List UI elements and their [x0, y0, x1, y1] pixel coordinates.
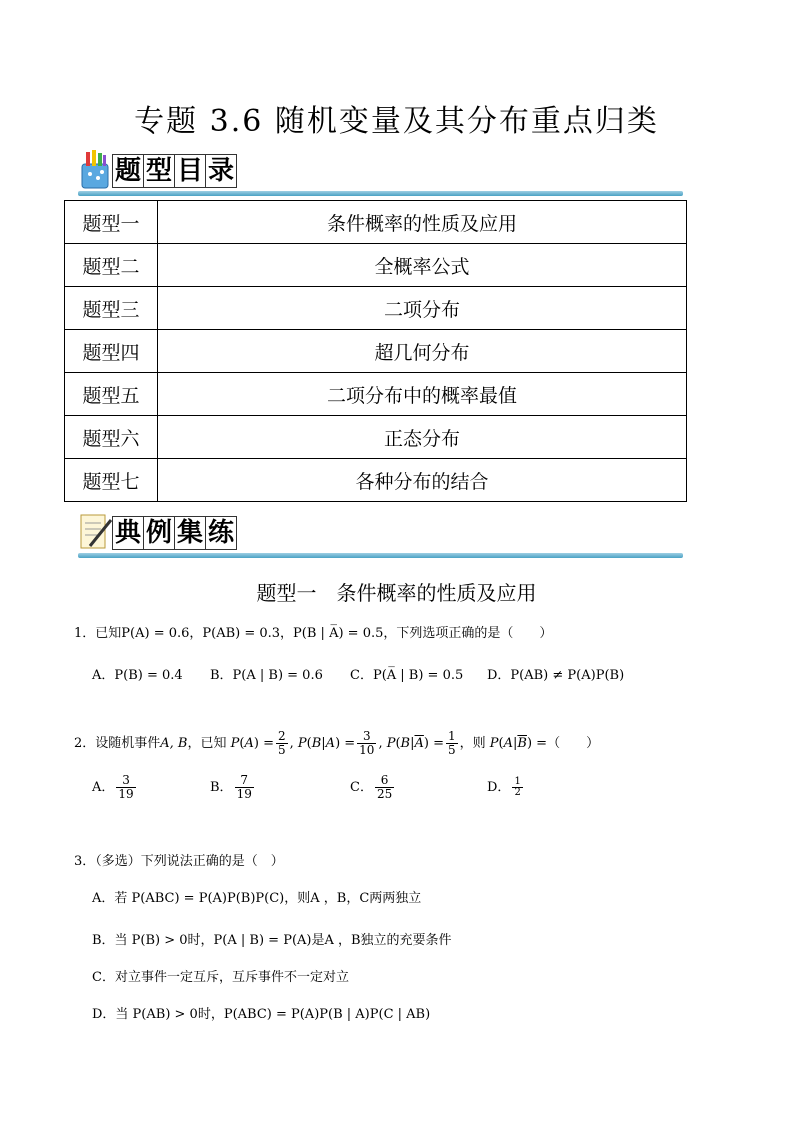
divider — [78, 191, 683, 196]
q3-option-a: A．若 P(ABC) = P(A)P(B)P(C)，则A ，B，C两两独立 — [92, 891, 422, 906]
section-header-examples — [78, 512, 698, 556]
divider — [78, 553, 683, 558]
q3-option-b: B．当 P(B) > 0时，P(A | B) = P(A)是A ，B独立的充要条件 — [92, 933, 452, 948]
table-row: 题型四 超几何分布 — [65, 330, 687, 373]
question-3: 3．（多选）下列说法正确的是（ ） — [74, 854, 284, 869]
section-label-examples: 典 例 集 练 — [112, 516, 236, 550]
type1-heading: 题型一 条件概率的性质及应用 — [256, 581, 537, 605]
notepad-pen-icon — [78, 512, 114, 552]
q2-option-a: A． $\frac{3}{19}$ — [92, 773, 134, 801]
section-header-toc — [78, 150, 698, 194]
table-row: 题型六 正态分布 — [65, 416, 687, 459]
question-1: 1．已知P(A) = 0.6，P(AB) = 0.3，P(B | A̅) = 0.5，下列选项正确的是（ ） — [74, 626, 553, 641]
q1-option-a: A．P(B) = 0.4 — [92, 668, 183, 683]
q3-option-d: D．当 P(AB) > 0时，P(ABC) = P(A)P(B | A)P(C | AB) — [92, 1007, 431, 1022]
table-row: 题型一 条件概率的性质及应用 — [65, 201, 687, 244]
toc-table — [64, 200, 687, 502]
question-2: 2．设随机事件A, B，已知 P(A) = $\frac{2}{5}$ , P(B|A) = $\frac{3}{10}$ , $P(B|\overline{A})$ = $\frac{1}{5}$ ，则 $P(A|\overline{B})$ =（ ） — [74, 729, 600, 757]
q2-option-c: C． $\frac{6}{25}$ — [350, 773, 393, 801]
table-row: 题型七 各种分布的结合 — [65, 459, 687, 502]
table-row: 题型二 全概率公式 — [65, 244, 687, 287]
table-row: 题型五 二项分布中的概率最值 — [65, 373, 687, 416]
page-title: 专题 3.6 随机变量及其分布重点归类 — [134, 104, 659, 139]
q2-option-d: D． $\frac{1}{2}$ — [487, 776, 521, 798]
table-row: 题型三 二项分布 — [65, 287, 687, 330]
q1-option-b: B．P(A | B) = 0.6 — [210, 668, 323, 683]
q3-option-c: C．对立事件一定互斥，互斥事件不一定对立 — [92, 970, 349, 985]
q2-option-b: B． $\frac{7}{19}$ — [210, 773, 252, 801]
q1-option-c: C．P(A̅ | B) = 0.5 — [350, 668, 464, 683]
q1-option-d: D．P(AB) ≠ P(A)P(B) — [487, 668, 625, 683]
pencil-cup-icon — [78, 150, 114, 190]
section-label-toc: 题 型 目 录 — [112, 154, 236, 188]
